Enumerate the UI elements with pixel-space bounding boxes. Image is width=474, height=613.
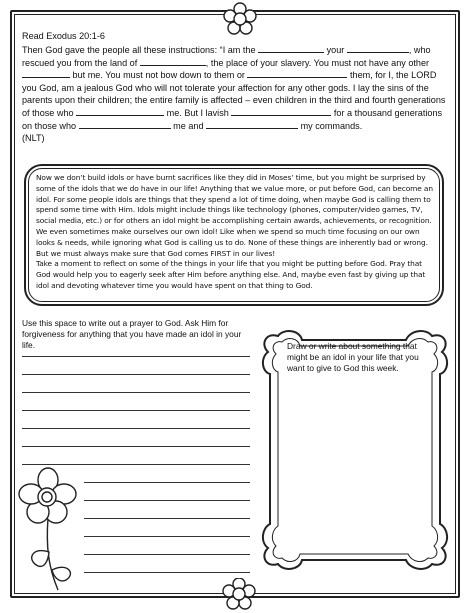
translation-label: (NLT)	[22, 133, 45, 144]
writing-line[interactable]	[84, 572, 250, 573]
writing-line[interactable]	[22, 392, 250, 393]
writing-line[interactable]	[84, 554, 250, 555]
verse-text: your	[326, 45, 345, 55]
verse-text: my commands.	[300, 120, 363, 131]
stem-flower-icon	[18, 466, 86, 594]
fill-blank-3[interactable]	[140, 57, 206, 66]
bottom-flower-icon	[222, 578, 256, 610]
fill-blank-5[interactable]	[247, 69, 347, 78]
writing-line[interactable]	[22, 464, 250, 465]
fill-blank-2[interactable]	[347, 44, 409, 53]
verse-text: Then God gave the people all these instructions: “I am the	[22, 45, 256, 55]
reflection-paragraph-1: Now we don’t build idols or have burnt sacrifices like they did in Moses’ time, but you might be surprised by some of the idols that we do have in our life! Anything that we value more, or put before God, can become an idol. For some people idols are things that they spend a lot of time doing, when maybe God is calling them to spend some time with Him. Idols might include things like technology (phones, computer/video games, TV, social media, etc.) or for others an idol might be accomplishing certain awards, achievements, or recognition. We even sometimes make ourselves our own idol! Like when we spend so much time focusing on our own looks & needs, while ignoring what God is calling us to do. None of these things are inherently bad or wrong. But we must always make sure that God comes FIRST in our lives!	[36, 173, 433, 258]
fill-blank-9[interactable]	[206, 120, 298, 129]
reflection-paragraph-2: Take a moment to reflect on some of the things in your life that you might be putting before God. Pray that God would help you to eagerly seek after Him before anything else. And, maybe even fast by giving up that idol and devoting whatever time you would have spent on that thing to God.	[36, 259, 426, 290]
verse-paragraph	[22, 44, 452, 145]
verse-text: me. But I lavish	[166, 107, 229, 118]
writing-line[interactable]	[22, 356, 250, 357]
fill-blank-4[interactable]	[22, 69, 70, 78]
writing-line[interactable]	[22, 374, 250, 375]
verse-text: but me. You must not bow down to them or	[72, 70, 245, 81]
idol-prompt: Draw or write about something that might be an idol in your life that you want to give to God this week.	[287, 341, 419, 373]
verse-text: me and	[173, 120, 204, 131]
fill-blank-1[interactable]	[258, 44, 324, 53]
fill-blank-6[interactable]	[76, 107, 164, 116]
scripture-reference: Read Exodus 20:1-6	[22, 31, 105, 41]
verse-text: , the place of your slavery. You must not have any other	[205, 57, 430, 68]
writing-line[interactable]	[22, 410, 250, 411]
writing-line[interactable]	[84, 482, 250, 483]
writing-line[interactable]	[84, 500, 250, 501]
writing-line[interactable]	[84, 518, 250, 519]
writing-line[interactable]	[22, 446, 250, 447]
prayer-prompt: Use this space to write out a prayer to God. Ask Him for forgiveness for anything that you have made an idol in your life.	[22, 318, 242, 350]
verse-text: , who rescued you from the land of	[22, 45, 431, 68]
fill-blank-7[interactable]	[231, 107, 331, 116]
writing-line[interactable]	[84, 536, 250, 537]
reflection-text	[36, 173, 434, 292]
verse-text: them, for I, the LORD you God, am a jealous God who will not tolerate your affection for any other gods. I lay the sins of the parents upon their children; the entire family is affected – even children in the third and fourth generations of those who	[22, 70, 446, 118]
verse-text: for a thousand generations on those who	[22, 107, 443, 131]
writing-line[interactable]	[22, 428, 250, 429]
fill-blank-8[interactable]	[79, 120, 171, 129]
top-flower-icon	[222, 2, 258, 36]
